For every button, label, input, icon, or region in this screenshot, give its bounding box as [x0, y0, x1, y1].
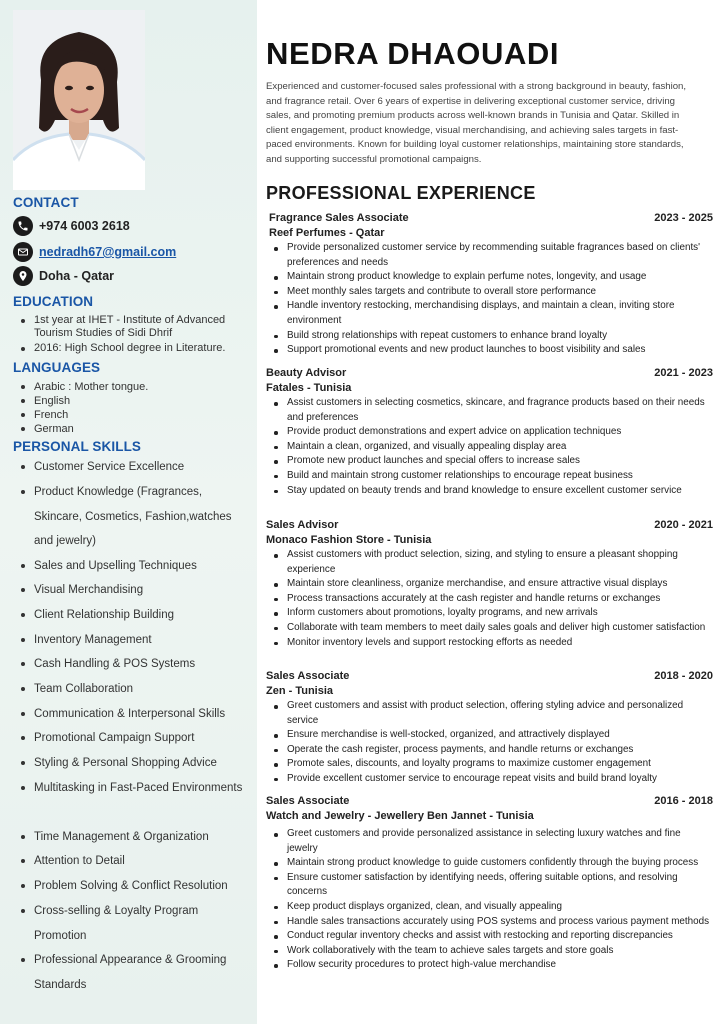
location-pin-icon	[13, 266, 33, 286]
job-title: Sales Advisor	[266, 519, 339, 531]
email-link[interactable]: nedradh67@gmail.com	[39, 245, 177, 259]
job-header	[266, 794, 713, 809]
contact-email	[13, 242, 176, 262]
location-text: Doha - Qatar	[39, 269, 115, 283]
contact-phone	[13, 216, 130, 236]
contact-location	[13, 266, 114, 286]
job-duties	[266, 241, 713, 358]
profile-photo	[13, 10, 145, 190]
skill-item: Attention to Detail	[13, 849, 253, 874]
language-item: German	[13, 422, 251, 436]
education-item: 2016: High School degree in Literature.	[13, 342, 251, 355]
language-item: Arabic : Mother tongue.	[13, 380, 251, 394]
skill-item: Visual Merchandising	[13, 578, 253, 603]
job-title: Beauty Advisor	[266, 367, 347, 379]
duty-item: Assist customers in selecting cosmetics, skincare, and fragrance products based on their needs and preferences	[266, 396, 713, 425]
job-company: Monaco Fashion Store - Tunisia	[266, 533, 432, 546]
job-company: Reef Perfumes - Qatar	[269, 226, 385, 239]
duty-item: Process transactions accurately at the cash register and handle returns or exchanges	[266, 592, 713, 607]
language-item: French	[13, 408, 251, 422]
job-entry	[266, 794, 713, 973]
job-duties	[266, 548, 713, 650]
duty-item: Provide excellent customer service to encourage repeat visits and build brand loyalty	[266, 772, 713, 787]
duty-item: Stay updated on beauty trends and brand knowledge to ensure excellent customer service	[266, 484, 713, 499]
skill-item: Problem Solving & Conflict Resolution	[13, 874, 253, 899]
job-duties	[266, 396, 713, 498]
job-header	[266, 211, 713, 226]
duty-item: Support promotional events and new product launches to boost visibility and sales	[266, 343, 713, 358]
experience-heading: PROFESSIONAL EXPERIENCE	[266, 183, 536, 203]
job-entry	[266, 518, 713, 650]
skills-heading: PERSONAL SKILLS	[13, 439, 142, 454]
duty-item: Promote new product launches and special offers to increase sales	[266, 454, 713, 469]
skill-item: Styling & Personal Shopping Advice	[13, 751, 253, 776]
job-title: Sales Associate	[266, 795, 350, 807]
duty-item: Build strong relationships with repeat customers to enhance brand loyalty	[266, 329, 713, 344]
education-list	[13, 314, 251, 355]
phone-icon	[13, 216, 33, 236]
skill-item: Professional Appearance & Grooming Standards	[13, 948, 253, 997]
duty-item: Inform customers about promotions, loyalty programs, and new arrivals	[266, 606, 713, 621]
duty-item: Ensure merchandise is well-stocked, organized, and attractively displayed	[266, 728, 713, 743]
languages-list	[13, 380, 251, 436]
sidebar	[0, 0, 257, 1024]
skill-item: Sales and Upselling Techniques	[13, 554, 253, 579]
duty-item: Provide product demonstrations and expert advice on application techniques	[266, 425, 713, 440]
job-dates: 2020 - 2021	[654, 519, 713, 531]
duty-item: Maintain a clean, organized, and visually appealing display area	[266, 440, 713, 455]
duty-item: Conduct regular inventory checks and assist with restocking and reporting discrepancies	[266, 929, 713, 944]
job-title: Fragrance Sales Associate	[269, 212, 409, 224]
job-dates: 2023 - 2025	[654, 212, 713, 224]
duty-item: Meet monthly sales targets and contribute to overall store performance	[266, 285, 713, 300]
duty-item: Provide personalized customer service by recommending suitable fragrances based on clients' preferences and needs	[266, 241, 713, 270]
skill-item: Product Knowledge (Fragrances, Skincare, Cosmetics, Fashion,watches and jewelry)	[13, 480, 253, 554]
duty-item: Maintain strong product knowledge to guide customers confidently through the buying process	[266, 856, 713, 871]
duty-item: Operate the cash register, process payments, and handle returns or exchanges	[266, 743, 713, 758]
duty-item: Build and maintain strong customer relationships to encourage repeat business	[266, 469, 713, 484]
email-icon	[13, 242, 33, 262]
phone-number: +974 6003 2618	[39, 219, 130, 233]
skill-item: Multitasking in Fast-Paced Environments	[13, 776, 253, 801]
languages-heading: LANGUAGES	[13, 360, 101, 375]
skill-item: Cross-selling & Loyalty Program Promotion	[13, 899, 253, 948]
duty-item: Assist customers with product selection, sizing, and styling to ensure a pleasant shopping experience	[266, 548, 713, 577]
duty-item: Keep product displays organized, clean, and visually appealing	[266, 900, 713, 915]
job-header	[266, 518, 713, 533]
duty-item: Work collaboratively with the team to achieve sales targets and store goals	[266, 944, 713, 959]
job-company: Watch and Jewelry - Jewellery Ben Jannet - Tunisia	[266, 809, 534, 822]
job-dates: 2021 - 2023	[654, 367, 713, 379]
job-entry	[266, 211, 713, 358]
skill-item: Inventory Management	[13, 628, 253, 653]
candidate-name: NEDRA DHAOUADI	[266, 36, 560, 71]
portrait-image	[13, 10, 145, 190]
skill-item: Promotional Campaign Support	[13, 726, 253, 751]
duty-item: Maintain store cleanliness, organize merchandise, and ensure attractive visual displays	[266, 577, 713, 592]
skill-item: Time Management & Organization	[13, 825, 253, 850]
duty-item: Handle inventory restocking, merchandising displays, and maintain a clean, inviting store environment	[266, 299, 713, 328]
duty-item: Greet customers and assist with product selection, offering styling advice and personalized service	[266, 699, 713, 728]
job-dates: 2018 - 2020	[654, 670, 713, 682]
job-duties	[266, 827, 713, 973]
job-entry	[266, 669, 713, 787]
profile-summary: Experienced and customer-focused sales professional with a strong background in beauty, fashion, and fragrance retail. Over 6 years of expertise in delivering exceptional customer service, driving sales, and promoting premium products across well-known brands in Tunisia and Qatar. Skilled in client engagement, product knowledge, visual merchandising, and achieving sales targets in fast-paced environments. Known for building loyal customer relationships, maintaining store standards, and supporting successful promotional campaigns.	[266, 81, 687, 165]
job-header	[266, 669, 713, 684]
skill-item: Cash Handling & POS Systems	[13, 652, 253, 677]
duty-item: Maintain strong product knowledge to explain perfume notes, longevity, and usage	[266, 270, 713, 285]
duty-item: Ensure customer satisfaction by identifying needs, offering suitable options, and resolving concerns	[266, 871, 713, 900]
education-item: 1st year at IHET - Institute of Advanced Tourism Studies of Sidi Dhrif	[13, 314, 251, 340]
skill-item: Team Collaboration	[13, 677, 253, 702]
education-heading: EDUCATION	[13, 294, 94, 309]
job-header	[266, 366, 713, 381]
job-dates: 2016 - 2018	[654, 795, 713, 807]
job-entry	[266, 366, 713, 498]
language-item: English	[13, 394, 251, 408]
job-title: Sales Associate	[266, 670, 350, 682]
duty-item: Promote sales, discounts, and loyalty programs to maximize customer engagement	[266, 757, 713, 772]
skill-item: Communication & Interpersonal Skills	[13, 702, 253, 727]
skill-item: Client Relationship Building	[13, 603, 253, 628]
job-company: Zen - Tunisia	[266, 684, 334, 697]
duty-item: Handle sales transactions accurately using POS systems and process various payment methods	[266, 915, 713, 930]
job-duties	[266, 699, 713, 787]
duty-item: Greet customers and provide personalized assistance in selecting luxury watches and fine jewelry	[266, 827, 713, 856]
duty-item: Monitor inventory levels and support restocking efforts as needed	[266, 636, 713, 651]
duty-item: Collaborate with team members to meet daily sales goals and deliver high customer satisfaction	[266, 621, 713, 636]
skill-item: Customer Service Excellence	[13, 455, 253, 480]
job-company: Fatales - Tunisia	[266, 381, 352, 394]
contact-heading: CONTACT	[13, 195, 79, 210]
duty-item: Follow security procedures to protect high-value merchandise	[266, 958, 713, 973]
